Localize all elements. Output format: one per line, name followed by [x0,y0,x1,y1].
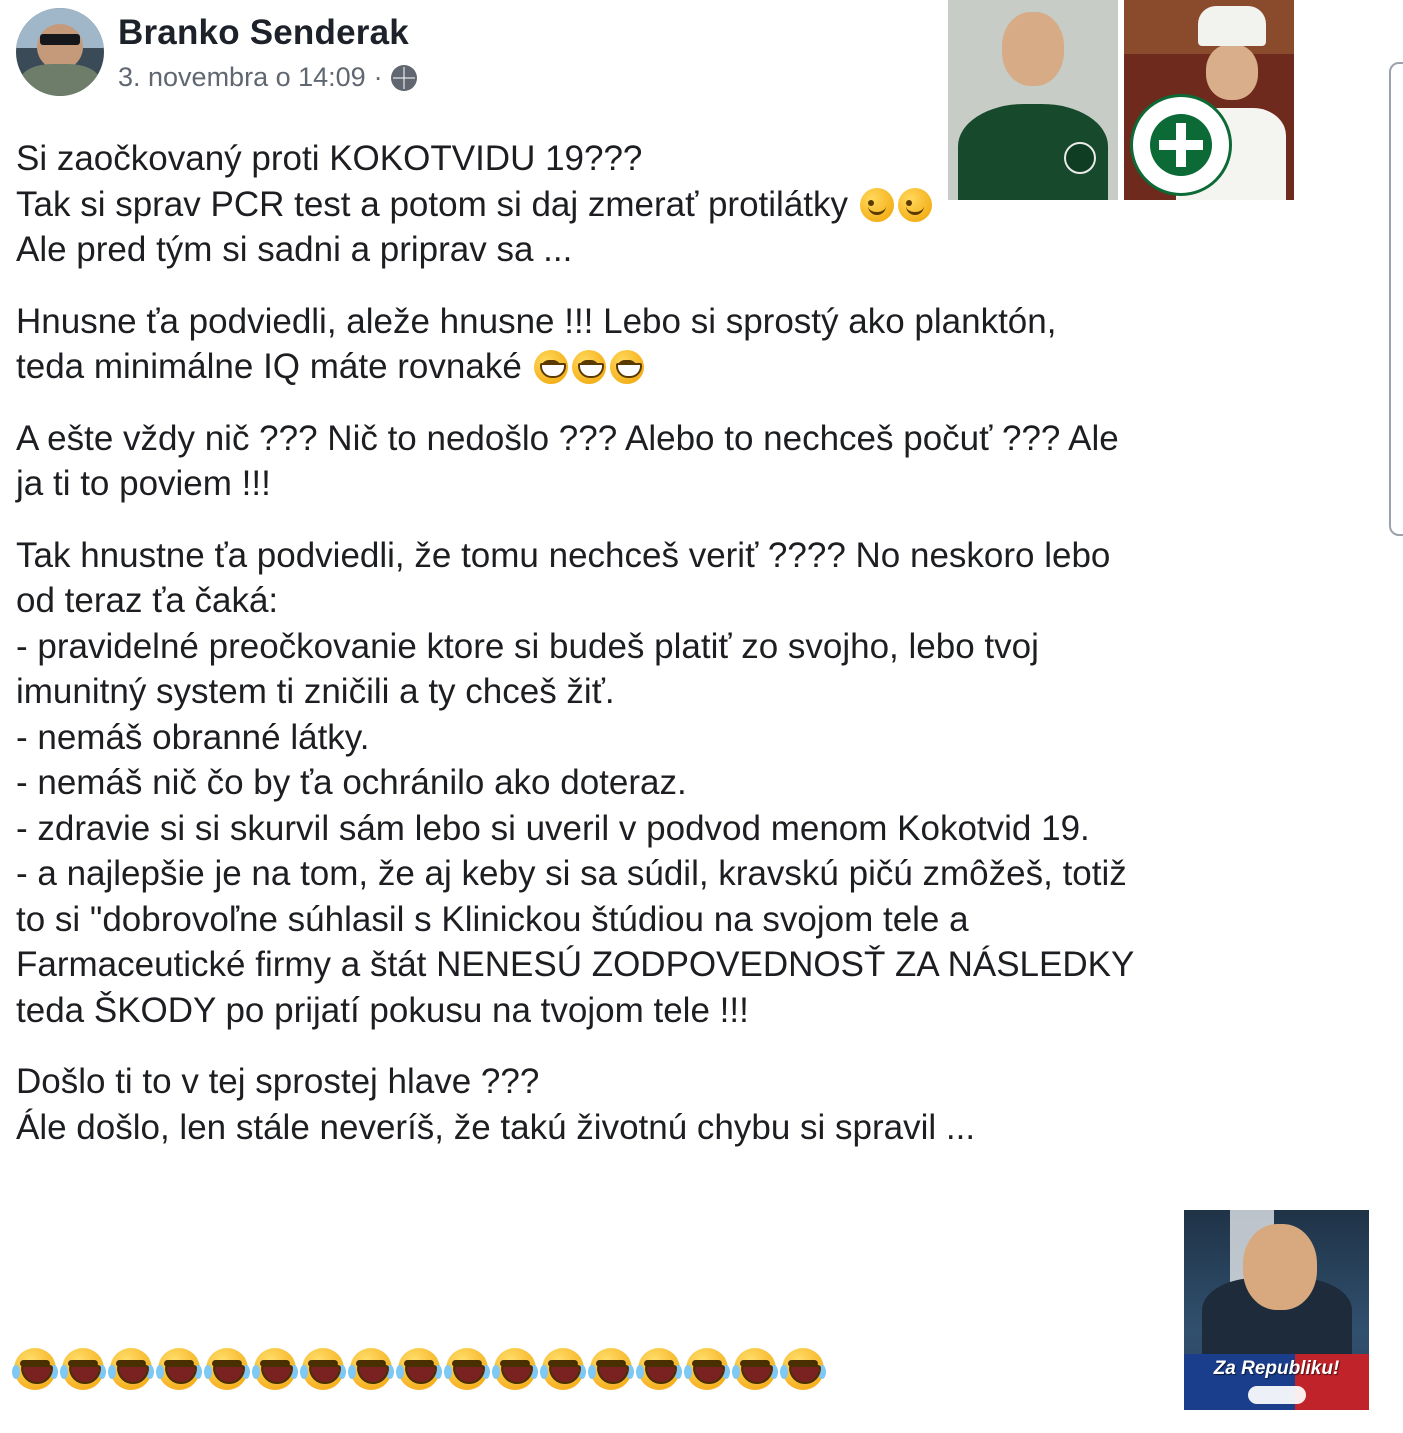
rolling-laughing-icon [62,1348,104,1390]
sunglasses-icon [40,34,80,45]
text-line: imunitný system ti zničili a ty chceš žiť. [16,672,615,711]
rolling-laughing-icon [494,1348,536,1390]
rolling-laughing-icon [590,1348,632,1390]
globe-icon[interactable] [391,65,417,91]
rolling-laughing-icon [638,1348,680,1390]
paragraph-4 [16,533,1368,1034]
paragraph-3 [16,416,1368,507]
author-block [118,8,417,93]
text-line: Došlo ti to v tej sprostej hlave ??? [16,1062,540,1101]
party-logo-icon [1248,1386,1306,1404]
rolling-laughing-icon [686,1348,728,1390]
rolling-laughing-icon [110,1348,152,1390]
thumb1-head [1002,12,1064,86]
post-timestamp[interactable]: 3. novembra o 14:09 [118,62,366,92]
text-line: teda minimálne IQ máte rovnaké [16,347,522,386]
text-line: - a najlepšie je na tom, že aj keby si sa súdil, kravskú pičú zmôžeš, totiž [16,854,1127,893]
rolling-laughing-icon [14,1348,56,1390]
grinning-face-icon [534,350,568,384]
text-line-with-emoji [16,182,1368,228]
author-name[interactable]: Branko Senderak [118,13,409,52]
rolling-laughing-icon [782,1348,824,1390]
rolling-laughing-icon [302,1348,344,1390]
rolling-laughing-icon [542,1348,584,1390]
thumb2-chef-head [1206,44,1258,100]
avatar[interactable] [16,8,104,96]
text-line: teda ŠKODY po prijatí pokusu na tvojom tele !!! [16,990,749,1030]
avatar-face [37,24,83,70]
rolling-laughing-icon [254,1348,296,1390]
text-line: A ešte vždy nič ??? Nič to nedošlo ??? Alebo to nechceš počuť ??? Ale [16,418,1119,458]
text-line: - nemáš obranné látky. [16,717,370,757]
text-line-with-emoji [16,344,1368,390]
text-line: - nemáš nič čo by ťa ochránilo ako doteraz. [16,763,687,802]
text-line: Hnusne ťa podviedli, aleže hnusne !!! Lebo si sprostý ako planktón, [16,301,1057,341]
rolling-laughing-icon [398,1348,440,1390]
paragraph-1 [16,136,1368,273]
meta-separator: · [373,62,383,92]
text-line: Tak si sprav PCR test a potom si daj zmerať protilátky [16,184,849,224]
banner-text: Za Republiku! [1213,1358,1340,1379]
winking-face-icon [898,188,932,222]
post-meta [118,62,417,93]
rolling-laughing-icon [158,1348,200,1390]
post-header [16,8,417,96]
rolling-laughing-icon [350,1348,392,1390]
photo-man-with-banner[interactable] [1184,1210,1369,1410]
post-text [16,136,1368,1176]
text-line: ja ti to poviem !!! [16,464,271,503]
rolling-laughing-icon [206,1348,248,1390]
rolling-laughing-icon [446,1348,488,1390]
grinning-face-icon [572,350,606,384]
grinning-face-icon [610,350,644,384]
rolling-laughing-icon [734,1348,776,1390]
side-panel-outline [1389,62,1403,536]
text-line: Tak hnustne ťa podviedli, že tomu nechceš veriť ???? No neskoro lebo [16,535,1111,575]
paragraph-5 [16,1059,1368,1150]
emoji-row [14,1348,824,1390]
bottom-image-head [1243,1224,1317,1310]
winking-face-icon [860,188,894,222]
text-line: Farmaceutické firmy a štát NENESÚ ZODPOVEDNOSŤ ZA NÁSLEDKY [16,945,1135,984]
text-line: Ale pred tým si sadni a priprav sa ... [16,230,573,269]
text-line: od teraz ťa čaká: [16,581,279,620]
avatar-body [21,64,99,96]
text-line: - zdravie si si skurvil sám lebo si uveril v podvod menom Kokotvid 19. [16,808,1090,848]
paragraph-2 [16,299,1368,390]
text-line: - pravidelné preočkovanie ktore si budeš platiť zo svojho, lebo tvoj [16,626,1039,666]
text-line: to si "dobrovoľne súhlasil s Klinickou štúdiou na svojom tele a [16,899,969,939]
text-line: Si zaočkovaný proti KOKOTVIDU 19??? [16,139,643,178]
chef-hat-icon [1198,6,1266,46]
text-line: Ále došlo, len stále neveríš, že takú životnú chybu si spravil ... [16,1107,976,1147]
